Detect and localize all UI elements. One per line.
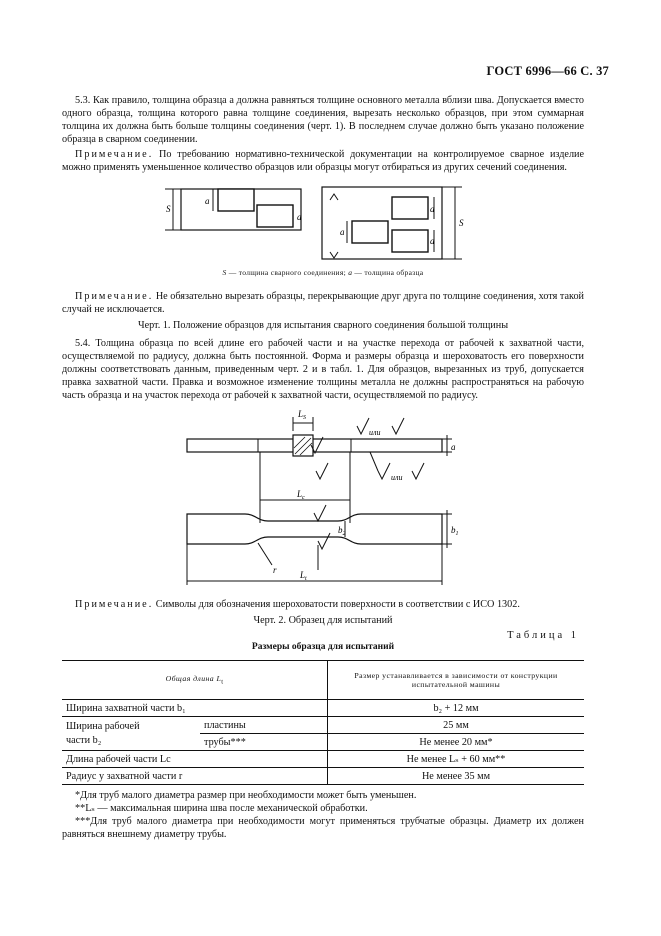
row-work-width-val-pipe: Не менее 20 мм*: [328, 734, 585, 751]
footnote-1: *Для труб малого диаметра размер при необходимости может быть уменьшен.: [75, 790, 417, 801]
note-1-text: По требованию нормативно-технической документации на контролируемое сварное изделие можно применять уменьшенное количество образцов или образцы могут отбираться из других сечений соединения.: [62, 149, 584, 174]
sample-right-3: [392, 230, 428, 252]
table-row: [62, 717, 584, 734]
table-label: Таблица 1: [507, 630, 579, 641]
label-s-left: S: [166, 204, 171, 214]
footnote-3: ***Для труб малого диаметра при необходимости могут применяться трубчатые образцы. Диаметр их должен равняться внешнему диаметру трубы.: [62, 816, 584, 840]
row-radius-value: Не менее 35 мм: [328, 768, 585, 785]
row-grip-width-name: Ширина захватной части b₁: [62, 700, 328, 717]
legend-s: S: [222, 268, 227, 277]
note-1-label: Примечание.: [75, 149, 154, 160]
sample-upper-right-1: [392, 197, 428, 219]
row-work-length-value: Не менее Lₛ + 60 мм**: [328, 751, 585, 768]
page-header: ГОСТ 6996—66 С. 37: [486, 64, 609, 78]
table-row: [62, 751, 584, 768]
label-b1: $b_1$: [451, 525, 459, 537]
note-1: [62, 148, 584, 174]
legend-s-text: — толщина сварного соединения;: [226, 268, 349, 277]
note-3-text: Символы для обозначения шероховатости поверхности в соответствии с ИСО 1302.: [153, 599, 520, 610]
row-grip-width-value: b₂ + 12 мм: [328, 700, 585, 717]
label-ili-bottom: или: [391, 473, 403, 482]
label-b2: $b_2$: [338, 525, 346, 537]
dimensions-table: [62, 660, 584, 785]
paragraph-5-3: 5.3. Как правило, толщина образца a должна равняться толщине основного металла вблизи шва. Допускается вместо одного образца, толщина которого равна толщине соединения, вырезать несколько образцов, при этом суммарная толщина их должна быть больше толщины соединения (черт. 1). В последнем случае должно быть указано положение образца в сварном соединении.: [62, 95, 584, 146]
label-a-right-1: a: [340, 227, 345, 237]
sample-upper-left: [218, 189, 254, 211]
figure-1-caption: Черт. 1. Положение образцов для испытания сварного соединения большой толщины: [137, 320, 509, 331]
table-title: Размеры образца для испытаний: [251, 642, 395, 652]
label-a-left-2: a: [297, 212, 302, 222]
figure-1-legend: [62, 268, 584, 277]
label-a-left-1: a: [205, 196, 210, 206]
table-row: [62, 768, 584, 785]
row-work-width-sub-pipe: трубы***: [200, 734, 328, 751]
header-total-length: Общая длина $L_t$: [62, 661, 328, 700]
figure-1-drawing: [0, 180, 661, 280]
note-3-label: Примечание.: [75, 599, 154, 610]
figure-2-drawing: [0, 405, 661, 595]
label-s-right: S: [459, 218, 464, 228]
label-r: r: [273, 565, 277, 575]
label-lc: $L_c$: [297, 489, 305, 501]
row-work-width-sub-plate: пластины: [200, 717, 328, 734]
figure-2-caption: Черт. 2. Образец для испытаний: [253, 615, 393, 626]
row-work-length-name: Длина рабочей части Lс: [62, 751, 328, 768]
sample-lower-left: [257, 205, 293, 227]
note-2-text: Не обязательно вырезать образцы, перекрывающие друг друга по толщине соединения, хотя такой случай не исключается.: [62, 291, 584, 316]
row-radius-name: Радиус у захватной части r: [62, 768, 328, 785]
legend-a-text: — толщина образца: [352, 268, 424, 277]
label-ili-top: или: [369, 428, 381, 437]
specimen-plan-view: [187, 514, 442, 544]
label-lt: $L_t$: [300, 570, 307, 582]
table-row: [62, 700, 584, 717]
sample-right-2: [352, 221, 388, 243]
note-2: [62, 290, 584, 316]
specimen-side-view: [187, 439, 442, 452]
header-machine-note: Размер устанавливается в зависимости от конструкции испытательной машины: [328, 661, 585, 700]
paragraph-5-4: 5.4. Толщина образца по всей длине его рабочей части и на участке перехода от рабочей к захватной части, осуществляемой по радиусу, должна быть постоянной. Форма и размеры образца и шероховатость его поверхности должны соответствовать данным, приведенным черт. 2 и в табл. 1. Для образцов, вырезанных из труб, допускается правка захватной части. Правка и возможное изменение толщины металла не должны распространяться на рабочую часть образца и на участок перехода от рабочей к захватной части, осуществляемой по радиусу.: [62, 338, 584, 402]
row-work-width-name: Ширина рабочей части b₂: [62, 717, 200, 751]
label-a-right-3: a: [430, 236, 435, 246]
label-a-right-2: a: [430, 204, 435, 214]
label-ls: $L_S$: [298, 409, 307, 421]
label-a-fig2: a: [451, 442, 456, 452]
footnote-2: **Lₛ — максимальная ширина шва после механической обработки.: [75, 803, 368, 814]
note-3: [62, 598, 584, 611]
legend-a: a: [348, 268, 353, 277]
table-header-row: [62, 661, 584, 700]
row-work-width-val-plate: 25 мм: [328, 717, 585, 734]
note-2-label: Примечание.: [75, 291, 154, 302]
